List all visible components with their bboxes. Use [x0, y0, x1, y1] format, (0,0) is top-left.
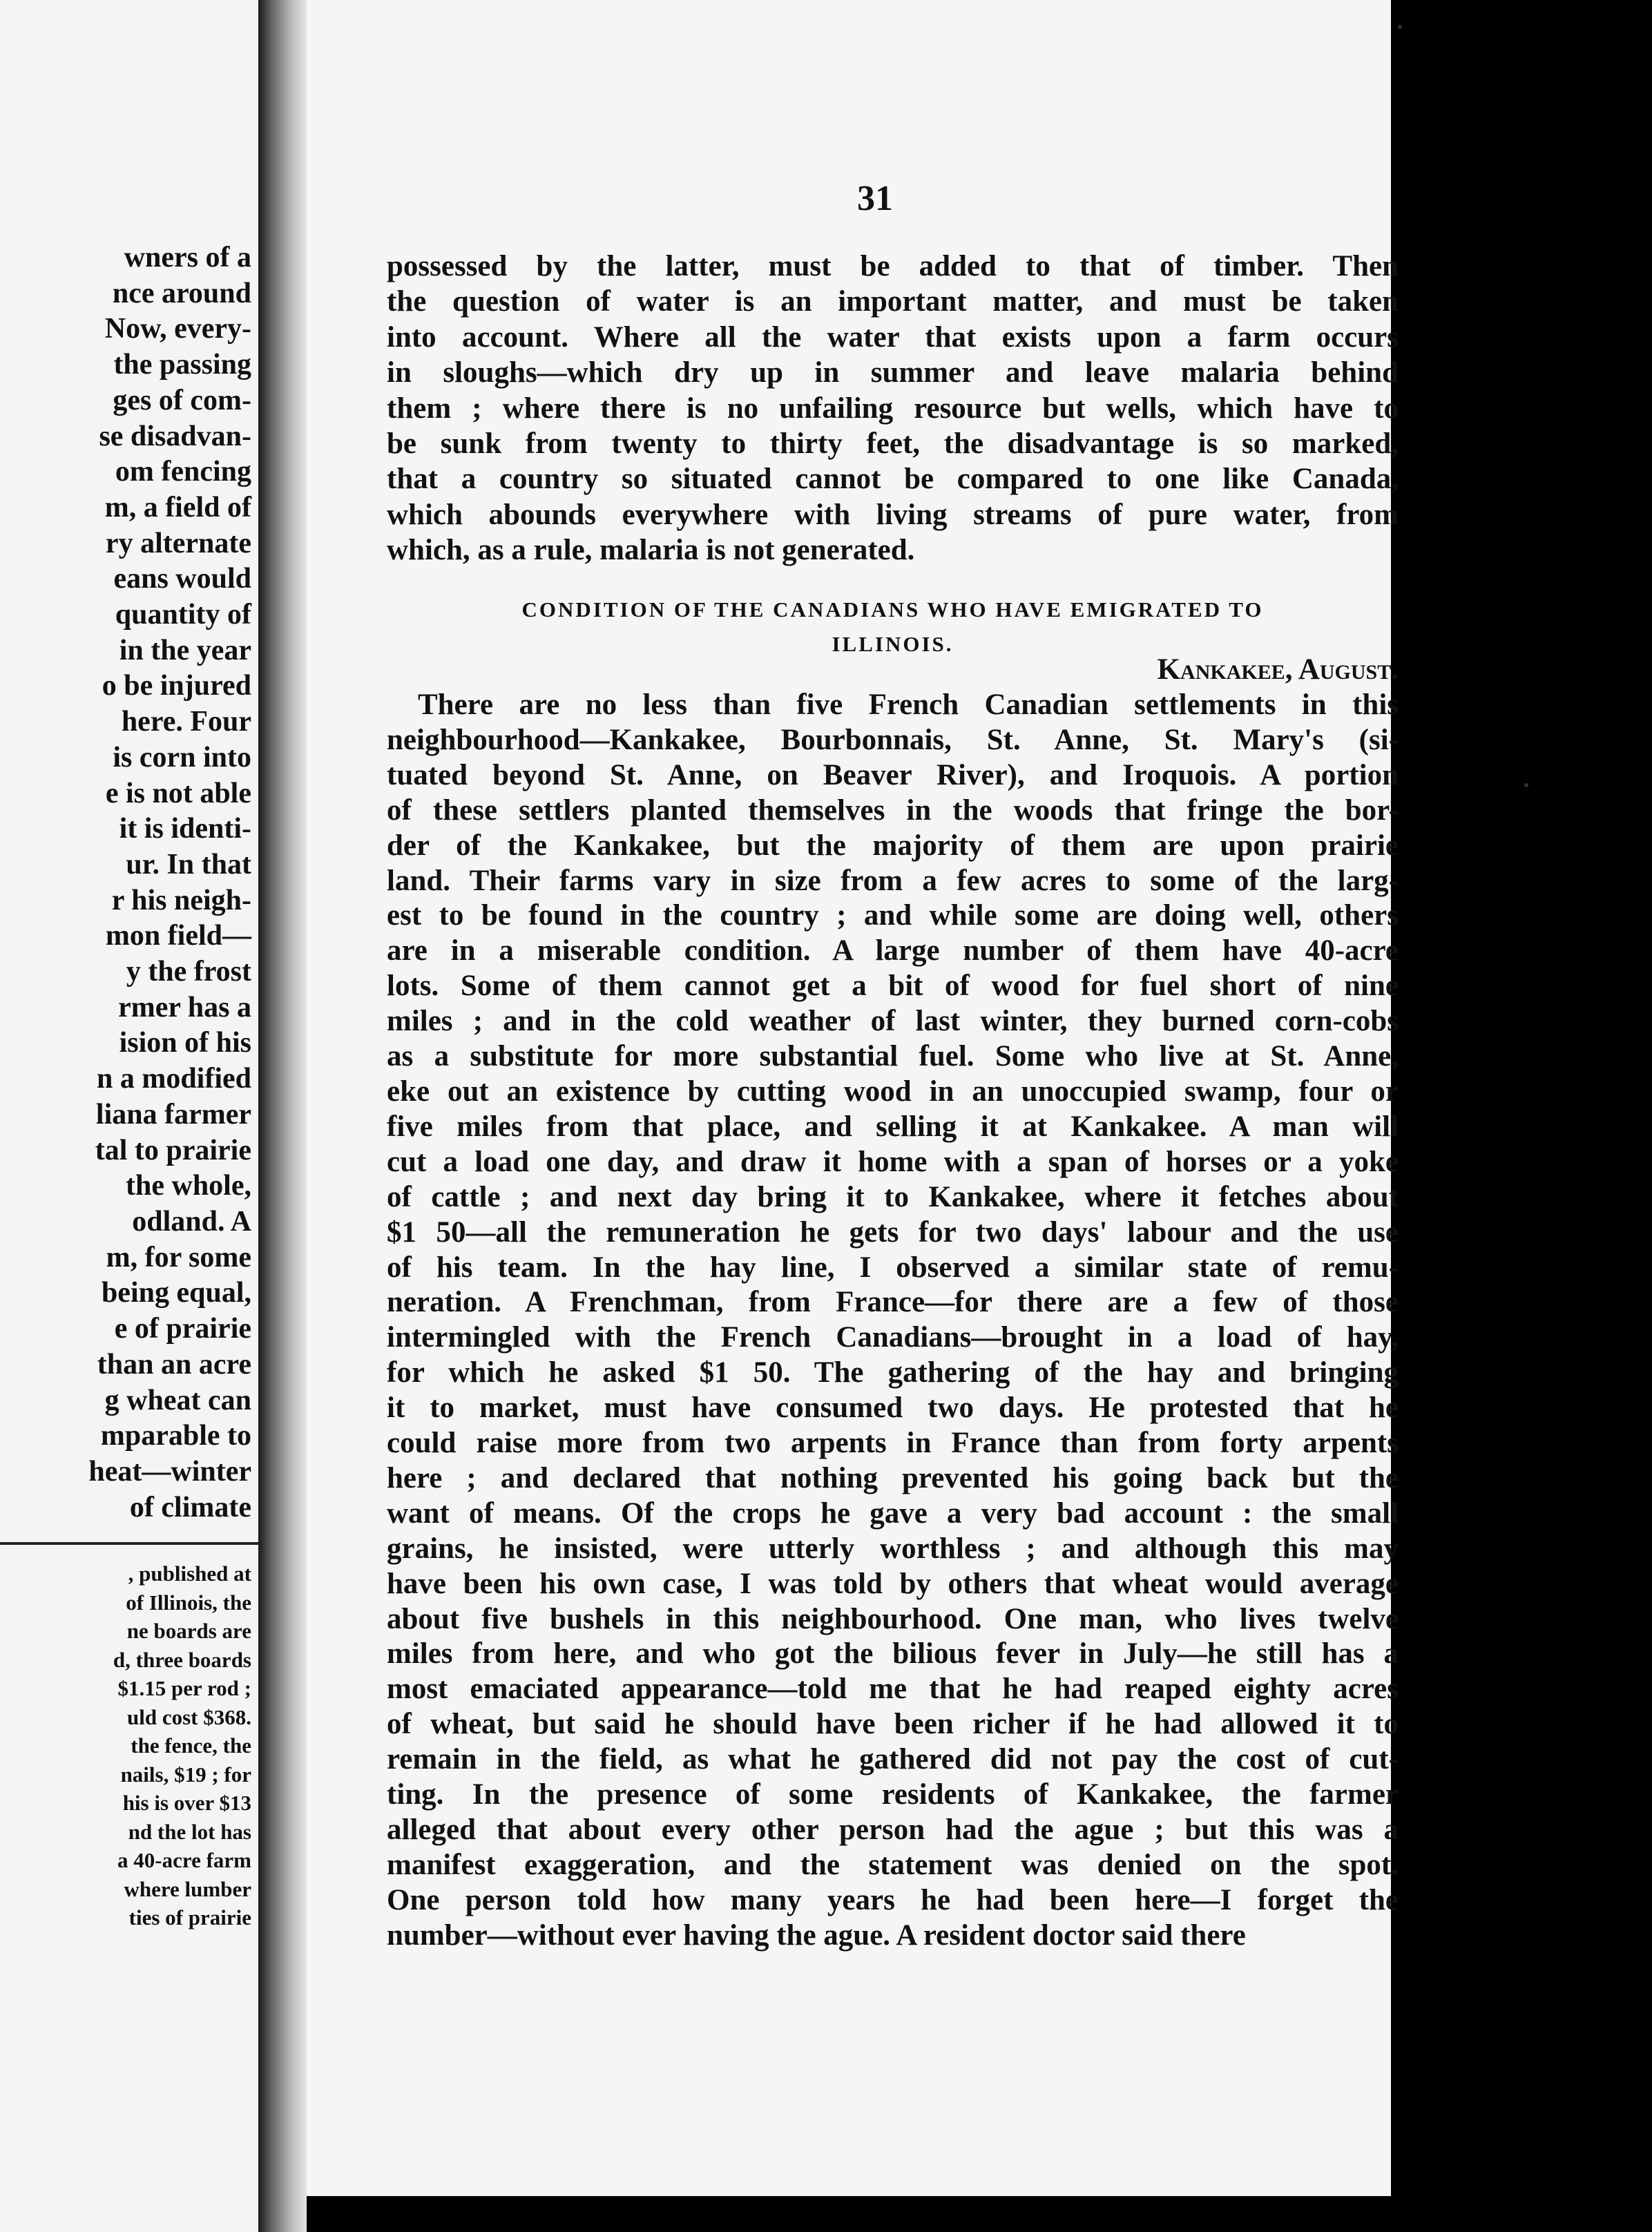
text-line: are in a miserable condition. A large number of them have 40-acre	[387, 934, 1399, 968]
text-line: There are no less than five French Canadian settlements in this	[418, 689, 1399, 721]
previous-page-footnote-line: where lumber	[124, 1876, 251, 1901]
text-line: cut a load one day, and draw it home with a span of horses or a yoke	[387, 1145, 1399, 1178]
previous-page-line: than an acre	[97, 1348, 251, 1380]
text-line: neration. A Frenchman, from France—for there are a few of those	[387, 1286, 1399, 1319]
text-line: miles from here, and who got the bilious fever in July—he still has a	[387, 1637, 1399, 1671]
previous-page-line: m, a field of	[104, 491, 251, 523]
previous-page-line: rmer has a	[118, 991, 251, 1023]
page-number: 31	[857, 179, 893, 218]
previous-page-footnote-line: ties of prairie	[128, 1905, 251, 1930]
previous-page-footnote-line: , published at	[128, 1561, 251, 1586]
previous-page-line: is corn into	[113, 741, 251, 773]
previous-page-footnote-line: d, three boards	[113, 1647, 251, 1672]
text-line: that a country so situated cannot be compared to one like Canada,	[387, 463, 1399, 496]
previous-page-line: ision of his	[119, 1027, 251, 1059]
text-line: land. Their farms vary in size from a few acres to some of the larg-	[387, 864, 1399, 897]
text-line: most emaciated appearance—told me that he had reaped eighty acres	[387, 1673, 1399, 1706]
dateline: Kankakee, August.	[1157, 653, 1399, 686]
previous-page-footnote-line: $1.15 per rod ;	[117, 1676, 251, 1700]
previous-page-line: mparable to	[100, 1420, 251, 1452]
previous-page-line: r his neigh-	[111, 884, 251, 916]
previous-page-line: in the year	[119, 634, 251, 666]
section-heading-line-2: ILLINOIS.	[832, 632, 954, 656]
text-line: have been his own case, I was told by others that wheat would average	[387, 1567, 1399, 1600]
text-line: be sunk from twenty to thirty feet, the disadvantage is so marked,	[387, 427, 1399, 461]
previous-page-line: e is not able	[105, 777, 251, 809]
previous-page-footnote-line: nails, $19 ; for	[120, 1762, 251, 1787]
previous-page-line: m, for some	[106, 1241, 251, 1273]
previous-page-footnote-line: his is over $13	[122, 1791, 251, 1815]
text-line: number—without ever having the ague. A resident doctor said there	[387, 1918, 1246, 1952]
previous-page-line: ry alternate	[105, 527, 251, 559]
previous-page-line: om fencing	[115, 456, 251, 488]
previous-page-line: here. Four	[121, 706, 251, 738]
text-line: possessed by the latter, must be added to that of timber. Then	[387, 250, 1399, 282]
previous-page-footnote-line: a 40-acre farm	[117, 1848, 251, 1872]
text-line: ting. In the presence of some residents of Kankakee, the farmer	[387, 1778, 1399, 1811]
text-line: der of the Kankakee, but the majority of them are upon prairie	[387, 829, 1399, 862]
previous-page-line: the whole,	[126, 1170, 251, 1202]
previous-page-line: y the frost	[126, 956, 251, 988]
previous-page-line: wners of a	[124, 242, 251, 273]
text-line: of his team. In the hay line, I observed a similar state of remu-	[387, 1251, 1399, 1284]
text-line: tuated beyond St. Anne, on Beaver River), and Iroquois. A portion	[387, 758, 1399, 791]
text-line: for which he asked $1 50. The gathering of the hay and bringing	[387, 1356, 1399, 1389]
previous-page-line: ur. In that	[126, 848, 251, 881]
text-line: intermingled with the French Canadians—brought in a load of hay,	[387, 1321, 1399, 1354]
previous-page-line: g wheat can	[104, 1384, 251, 1416]
text-line: which abounds everywhere with living streams of pure water, from	[387, 498, 1399, 531]
speck	[1524, 783, 1528, 787]
previous-page-text	[0, 240, 251, 1526]
footnote-rule	[0, 1542, 258, 1545]
text-line: the question of water is an important matter, and must be taken	[387, 285, 1399, 318]
text-line: them ; where there is no unfailing resource but wells, which have to	[387, 392, 1399, 425]
previous-page-line: being equal,	[101, 1277, 251, 1309]
previous-page-footnote-line: nd the lot has	[128, 1819, 251, 1844]
text-line: into account. Where all the water that exists upon a farm occurs	[387, 320, 1399, 354]
previous-page-footnote-line: the fence, the	[131, 1733, 251, 1758]
speck	[1398, 25, 1402, 29]
text-line: could raise more from two arpents in France than from forty arpents	[387, 1427, 1399, 1460]
previous-page-line: heat—winter	[88, 1455, 251, 1488]
text-line: want of means. Of the crops he gave a very bad account : the small	[387, 1497, 1399, 1530]
text-line: remain in the field, as what he gathered did not pay the cost of cut-	[387, 1743, 1399, 1776]
previous-page-line: liana farmer	[95, 1098, 251, 1131]
text-line: grains, he insisted, were utterly worthless ; and although this may	[387, 1532, 1399, 1565]
text-line: $1 50—all the remuneration he gets for two days' labour and the use	[387, 1215, 1399, 1249]
text-line: about five bushels in this neighbourhood. One man, who lives twelve	[387, 1602, 1399, 1635]
text-line: neighbourhood—Kankakee, Bourbonnais, St. Anne, St. Mary's (si-	[387, 723, 1399, 756]
text-line: est to be found in the country ; and while some are doing well, others	[387, 899, 1399, 932]
text-line: which, as a rule, malaria is not generated.	[387, 534, 915, 567]
text-line: eke out an existence by cutting wood in an unoccupied swamp, four or	[387, 1075, 1399, 1108]
text-line: of wheat, but said he should have been richer if he had allowed it to	[387, 1708, 1399, 1741]
section-heading	[387, 593, 1399, 662]
previous-page-line: odland. A	[132, 1205, 251, 1238]
previous-page-footnote-line: of Illinois, the	[126, 1590, 251, 1615]
text-line: of these settlers planted themselves in the woods that fringe the bor-	[387, 793, 1399, 827]
previous-page-line: eans would	[113, 563, 251, 595]
text-line: of cattle ; and next day bring it to Kankakee, where it fetches about	[387, 1180, 1399, 1213]
previous-page-footnote-line: uld cost $368.	[127, 1704, 251, 1729]
text-line: alleged that about every other person had the ague ; but this was a	[387, 1813, 1399, 1846]
previous-page-line: se disadvan-	[99, 420, 251, 452]
text-line: five miles from that place, and selling it at Kankakee. A man will	[387, 1110, 1399, 1143]
text-line: miles ; and in the cold weather of last winter, they burned corn-cobs	[387, 1005, 1399, 1038]
previous-page	[0, 0, 258, 2232]
section-heading-line-1: CONDITION OF THE CANADIANS WHO HAVE EMIGRATED TO	[521, 597, 1264, 622]
previous-page-line: o be injured	[102, 670, 251, 702]
previous-page-line: it is identi-	[119, 813, 251, 845]
previous-page-line: the passing	[113, 349, 251, 381]
previous-page-line: mon field—	[105, 920, 251, 952]
previous-page-line: tal to prairie	[95, 1134, 251, 1166]
text-line: manifest exaggeration, and the statement was denied on the spot.	[387, 1848, 1399, 1881]
previous-page-footnotes	[0, 1559, 251, 1932]
text-line: lots. Some of them cannot get a bit of wood for fuel short of nine	[387, 970, 1399, 1003]
text-line: it to market, must have consumed two days. He protested that he	[387, 1392, 1399, 1425]
previous-page-line: ges of com-	[113, 384, 251, 416]
previous-page-footnote-line: ne boards are	[126, 1619, 251, 1643]
first-paragraph	[387, 249, 1399, 568]
book-gutter	[258, 0, 307, 2232]
previous-page-line: n a modified	[96, 1063, 251, 1095]
text-line: One person told how many years he had been here—I forget the	[387, 1883, 1399, 1916]
previous-page-line: quantity of	[115, 599, 251, 631]
text-line: here ; and declared that nothing prevented his going back but the	[387, 1461, 1399, 1494]
previous-page-line: of climate	[129, 1491, 251, 1523]
second-paragraph	[387, 688, 1399, 1954]
text-line: as a substitute for more substantial fuel. Some who live at St. Anne,	[387, 1040, 1399, 1073]
text-line: in sloughs—which dry up in summer and leave malaria behind	[387, 356, 1399, 389]
previous-page-line: Now, every-	[104, 313, 251, 345]
previous-page-line: e of prairie	[114, 1313, 251, 1345]
previous-page-line: nce around	[112, 277, 251, 309]
